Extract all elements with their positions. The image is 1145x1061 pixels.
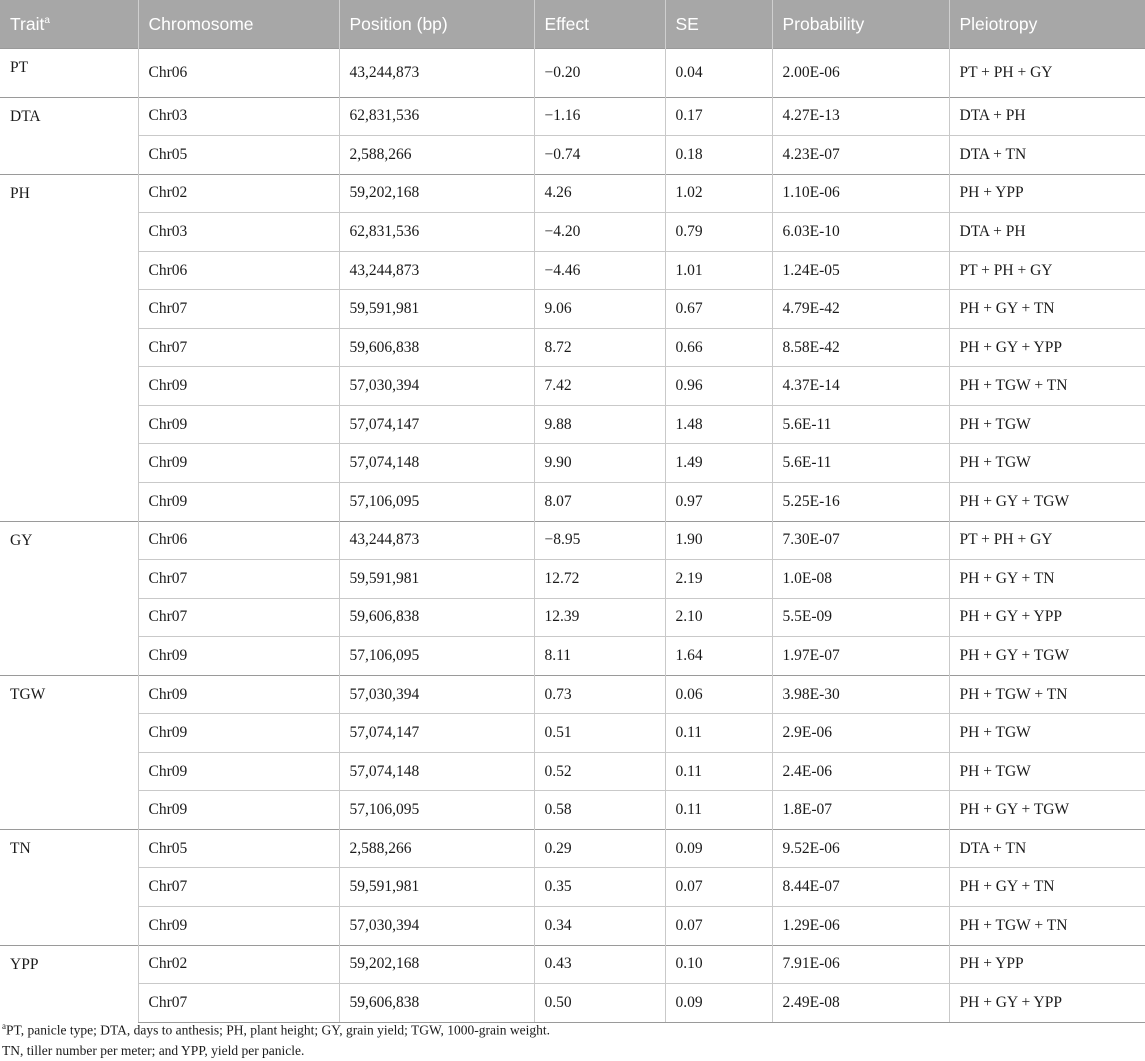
pleiotropy-cell: PH + TGW + TN: [949, 675, 1145, 714]
pleiotropy-cell: DTA + PH: [949, 213, 1145, 252]
table-body: [0, 49, 1145, 1023]
effect-cell: 12.39: [534, 598, 665, 637]
header-row: [0, 0, 1145, 49]
table-row: [0, 444, 1145, 483]
effect-cell: 9.90: [534, 444, 665, 483]
probability-cell: 1.0E-08: [772, 560, 949, 599]
position-cell: 57,106,095: [339, 483, 534, 522]
se-cell: 0.97: [665, 483, 772, 522]
probability-cell: 4.79E-42: [772, 290, 949, 329]
position-cell: 59,591,981: [339, 560, 534, 599]
position-cell: 59,591,981: [339, 868, 534, 907]
header-position: Position (bp): [339, 0, 534, 49]
effect-cell: 4.26: [534, 174, 665, 213]
chromosome-cell: Chr07: [138, 598, 339, 637]
probability-cell: 8.58E-42: [772, 328, 949, 367]
effect-cell: 0.73: [534, 675, 665, 714]
table-footnotes: [0, 1016, 1145, 1061]
probability-cell: 4.37E-14: [772, 367, 949, 406]
table-row: [0, 213, 1145, 252]
position-cell: 57,030,394: [339, 367, 534, 406]
position-cell: 57,074,147: [339, 714, 534, 753]
table-header: [0, 0, 1145, 49]
chromosome-cell: Chr02: [138, 174, 339, 213]
position-cell: 62,831,536: [339, 97, 534, 136]
effect-cell: −4.46: [534, 251, 665, 290]
table-row: [0, 367, 1145, 406]
pleiotropy-cell: PH + GY + TN: [949, 868, 1145, 907]
pleiotropy-cell: PH + GY + TGW: [949, 637, 1145, 676]
effect-cell: −0.20: [534, 49, 665, 98]
pleiotropy-cell: PH + TGW + TN: [949, 367, 1145, 406]
se-cell: 1.48: [665, 405, 772, 444]
se-cell: 1.64: [665, 637, 772, 676]
chromosome-cell: Chr03: [138, 213, 339, 252]
se-cell: 0.09: [665, 829, 772, 868]
trait-cell: PH: [0, 174, 138, 521]
position-cell: 59,606,838: [339, 598, 534, 637]
chromosome-cell: Chr07: [138, 328, 339, 367]
position-cell: 57,030,394: [339, 675, 534, 714]
position-cell: 59,606,838: [339, 984, 534, 1023]
probability-cell: 3.98E-30: [772, 675, 949, 714]
probability-cell: 5.5E-09: [772, 598, 949, 637]
pleiotropy-cell: PH + YPP: [949, 174, 1145, 213]
position-cell: 62,831,536: [339, 213, 534, 252]
position-cell: 57,030,394: [339, 907, 534, 946]
se-cell: 1.02: [665, 174, 772, 213]
effect-cell: −8.95: [534, 521, 665, 560]
chromosome-cell: Chr05: [138, 136, 339, 175]
header-se: SE: [665, 0, 772, 49]
table-row: [0, 136, 1145, 175]
chromosome-cell: Chr06: [138, 49, 339, 98]
table-row: [0, 868, 1145, 907]
chromosome-cell: Chr09: [138, 714, 339, 753]
se-cell: 0.11: [665, 791, 772, 830]
table-row: [0, 97, 1145, 136]
footnote-marker: a: [2, 1021, 6, 1031]
chromosome-cell: Chr09: [138, 675, 339, 714]
header-trait-label: Trait: [10, 13, 45, 34]
probability-cell: 5.6E-11: [772, 444, 949, 483]
se-cell: 0.07: [665, 868, 772, 907]
position-cell: 2,588,266: [339, 829, 534, 868]
chromosome-cell: Chr09: [138, 637, 339, 676]
effect-cell: 0.51: [534, 714, 665, 753]
se-cell: 0.11: [665, 714, 772, 753]
pleiotropy-cell: PH + GY + YPP: [949, 984, 1145, 1023]
position-cell: 59,202,168: [339, 174, 534, 213]
table-row: [0, 560, 1145, 599]
header-trait: [0, 0, 138, 49]
chromosome-cell: Chr02: [138, 945, 339, 984]
se-cell: 0.96: [665, 367, 772, 406]
position-cell: 43,244,873: [339, 521, 534, 560]
se-cell: 0.79: [665, 213, 772, 252]
se-cell: 2.10: [665, 598, 772, 637]
se-cell: 0.11: [665, 752, 772, 791]
table-row: [0, 290, 1145, 329]
trait-cell: DTA: [0, 97, 138, 174]
se-cell: 1.90: [665, 521, 772, 560]
table-row: [0, 49, 1145, 98]
table-row: [0, 598, 1145, 637]
chromosome-cell: Chr09: [138, 907, 339, 946]
se-cell: 0.66: [665, 328, 772, 367]
chromosome-cell: Chr09: [138, 752, 339, 791]
header-probability: Probability: [772, 0, 949, 49]
se-cell: 0.06: [665, 675, 772, 714]
table-row: [0, 483, 1145, 522]
trait-cell: PT: [0, 49, 138, 98]
effect-cell: 0.34: [534, 907, 665, 946]
chromosome-cell: Chr05: [138, 829, 339, 868]
effect-cell: 8.72: [534, 328, 665, 367]
trait-cell: GY: [0, 521, 138, 675]
se-cell: 0.18: [665, 136, 772, 175]
probability-cell: 4.27E-13: [772, 97, 949, 136]
chromosome-cell: Chr09: [138, 791, 339, 830]
pleiotropy-cell: PH + GY + TGW: [949, 791, 1145, 830]
position-cell: 57,074,148: [339, 752, 534, 791]
effect-cell: 7.42: [534, 367, 665, 406]
probability-cell: 5.6E-11: [772, 405, 949, 444]
pleiotropy-cell: PH + GY + TGW: [949, 483, 1145, 522]
probability-cell: 1.8E-07: [772, 791, 949, 830]
effect-cell: 0.58: [534, 791, 665, 830]
se-cell: 2.19: [665, 560, 772, 599]
table-row: [0, 328, 1145, 367]
footnote-line-2: TN, tiller number per meter; and YPP, yield per panicle.: [2, 1042, 305, 1058]
table-row: [0, 637, 1145, 676]
chromosome-cell: Chr07: [138, 560, 339, 599]
position-cell: 57,106,095: [339, 791, 534, 830]
effect-cell: −4.20: [534, 213, 665, 252]
trait-cell: TN: [0, 829, 138, 945]
probability-cell: 9.52E-06: [772, 829, 949, 868]
probability-cell: 4.23E-07: [772, 136, 949, 175]
table-row: [0, 945, 1145, 984]
pleiotropy-cell: PH + GY + TN: [949, 290, 1145, 329]
se-cell: 0.04: [665, 49, 772, 98]
table-row: [0, 752, 1145, 791]
se-cell: 1.01: [665, 251, 772, 290]
effect-cell: 0.29: [534, 829, 665, 868]
probability-cell: 1.29E-06: [772, 907, 949, 946]
table-row: [0, 521, 1145, 560]
position-cell: 43,244,873: [339, 251, 534, 290]
probability-cell: 6.03E-10: [772, 213, 949, 252]
chromosome-cell: Chr07: [138, 290, 339, 329]
header-chromosome: Chromosome: [138, 0, 339, 49]
pleiotropy-cell: DTA + TN: [949, 136, 1145, 175]
probability-cell: 2.49E-08: [772, 984, 949, 1023]
pleiotropy-cell: DTA + PH: [949, 97, 1145, 136]
position-cell: 57,106,095: [339, 637, 534, 676]
table-row: [0, 405, 1145, 444]
chromosome-cell: Chr06: [138, 521, 339, 560]
position-cell: 2,588,266: [339, 136, 534, 175]
se-cell: 0.07: [665, 907, 772, 946]
pleiotropy-cell: PH + TGW: [949, 752, 1145, 791]
trait-cell: TGW: [0, 675, 138, 829]
header-effect: Effect: [534, 0, 665, 49]
effect-cell: 9.88: [534, 405, 665, 444]
se-cell: 0.17: [665, 97, 772, 136]
pleiotropy-cell: PH + TGW: [949, 714, 1145, 753]
effect-cell: −0.74: [534, 136, 665, 175]
position-cell: 59,591,981: [339, 290, 534, 329]
pleiotropy-cell: PT + PH + GY: [949, 521, 1145, 560]
se-cell: 0.10: [665, 945, 772, 984]
effect-cell: −1.16: [534, 97, 665, 136]
effect-cell: 0.35: [534, 868, 665, 907]
position-cell: 59,606,838: [339, 328, 534, 367]
probability-cell: 1.97E-07: [772, 637, 949, 676]
probability-cell: 5.25E-16: [772, 483, 949, 522]
effect-cell: 0.50: [534, 984, 665, 1023]
table-row: [0, 907, 1145, 946]
table-row: [0, 251, 1145, 290]
pleiotropy-cell: PH + YPP: [949, 945, 1145, 984]
effect-cell: 9.06: [534, 290, 665, 329]
pleiotropy-cell: PH + GY + TN: [949, 560, 1145, 599]
probability-cell: 1.10E-06: [772, 174, 949, 213]
se-cell: 0.67: [665, 290, 772, 329]
position-cell: 59,202,168: [339, 945, 534, 984]
effect-cell: 12.72: [534, 560, 665, 599]
header-pleiotropy: Pleiotropy: [949, 0, 1145, 49]
se-cell: 1.49: [665, 444, 772, 483]
table-row: [0, 675, 1145, 714]
chromosome-cell: Chr07: [138, 868, 339, 907]
trait-cell: YPP: [0, 945, 138, 1022]
chromosome-cell: Chr03: [138, 97, 339, 136]
probability-cell: 2.00E-06: [772, 49, 949, 98]
pleiotropy-cell: PH + TGW: [949, 405, 1145, 444]
se-cell: 0.09: [665, 984, 772, 1023]
probability-cell: 1.24E-05: [772, 251, 949, 290]
footnote-text-1: PT, panicle type; DTA, days to anthesis; PH, plant height; GY, grain yield; TGW, 1000-grain weight.: [6, 1022, 550, 1038]
effect-cell: 8.07: [534, 483, 665, 522]
chromosome-cell: Chr07: [138, 984, 339, 1023]
position-cell: 43,244,873: [339, 49, 534, 98]
chromosome-cell: Chr09: [138, 444, 339, 483]
probability-cell: 2.9E-06: [772, 714, 949, 753]
pleiotropy-cell: PH + TGW: [949, 444, 1145, 483]
chromosome-cell: Chr09: [138, 483, 339, 522]
table-row: [0, 174, 1145, 213]
table-row: [0, 829, 1145, 868]
chromosome-cell: Chr06: [138, 251, 339, 290]
footnote-line-1: [2, 1016, 1145, 1041]
effect-cell: 0.52: [534, 752, 665, 791]
header-trait-footnote-marker: a: [44, 14, 50, 26]
table-row: [0, 791, 1145, 830]
pleiotropy-cell: PH + GY + YPP: [949, 328, 1145, 367]
probability-cell: 8.44E-07: [772, 868, 949, 907]
chromosome-cell: Chr09: [138, 405, 339, 444]
pleiotropy-cell: PH + GY + YPP: [949, 598, 1145, 637]
effect-cell: 8.11: [534, 637, 665, 676]
probability-cell: 2.4E-06: [772, 752, 949, 791]
pleiotropy-cell: DTA + TN: [949, 829, 1145, 868]
probability-cell: 7.91E-06: [772, 945, 949, 984]
pleiotropy-cell: PT + PH + GY: [949, 49, 1145, 98]
position-cell: 57,074,147: [339, 405, 534, 444]
position-cell: 57,074,148: [339, 444, 534, 483]
table-row: [0, 714, 1145, 753]
chromosome-cell: Chr09: [138, 367, 339, 406]
effect-cell: 0.43: [534, 945, 665, 984]
probability-cell: 7.30E-07: [772, 521, 949, 560]
pleiotropy-cell: PH + TGW + TN: [949, 907, 1145, 946]
pleiotropy-cell: PT + PH + GY: [949, 251, 1145, 290]
